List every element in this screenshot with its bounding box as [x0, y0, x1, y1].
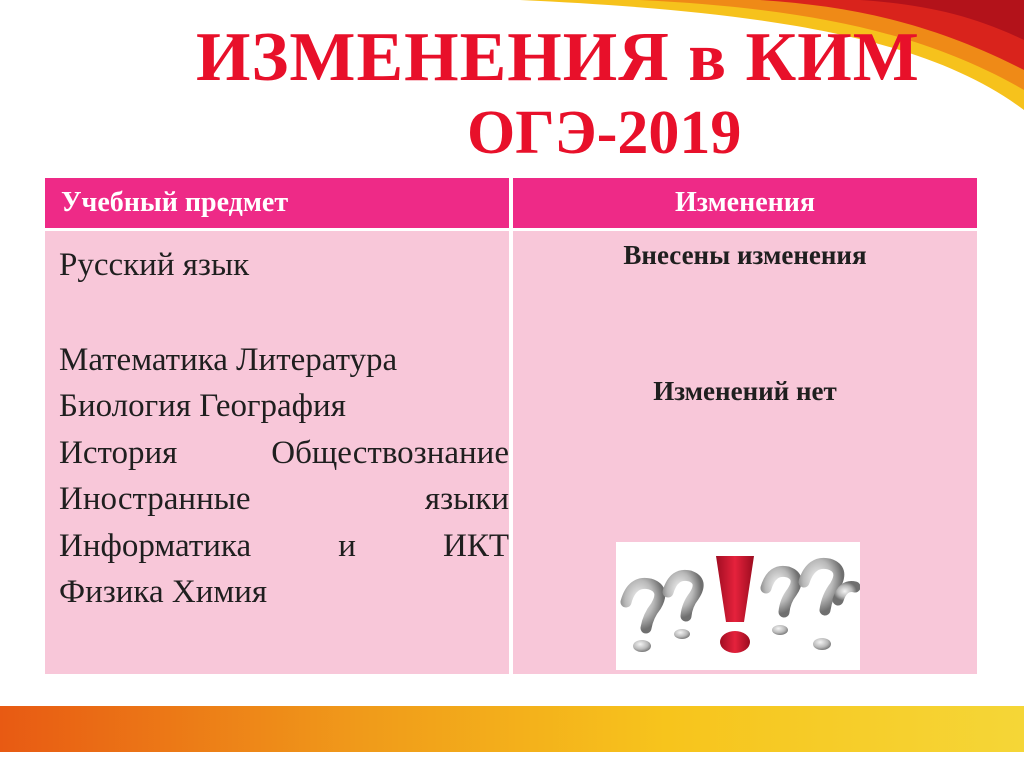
- subject-line-5: [59, 523, 509, 570]
- subject-informatics-word2: и: [338, 527, 356, 564]
- bottom-decorative-bar: [0, 706, 1024, 752]
- subject-history: История: [59, 434, 178, 471]
- subject-line-6: Физика Химия: [59, 574, 268, 610]
- header-changes: Изменения: [513, 178, 977, 228]
- subject-line-2: Биология География: [59, 388, 346, 424]
- header-subject: Учебный предмет: [45, 178, 509, 228]
- subject-line-1: Математика Литература: [59, 341, 398, 378]
- subject-informatics-word1: Информатика: [59, 527, 252, 564]
- subject-foreign-word2: языки: [424, 481, 509, 517]
- subject-foreign-word1: Иностранные: [59, 481, 251, 517]
- subject-informatics-word3: ИКТ: [442, 527, 509, 564]
- changes-table: [45, 178, 977, 674]
- subject-russian: Русский язык: [59, 247, 250, 283]
- exclamation-icon: [616, 542, 860, 670]
- subject-social-studies: Обществознание: [271, 434, 509, 471]
- subject-line-3: [59, 430, 509, 477]
- slide-title-line2: ОГЭ-2019: [467, 99, 742, 167]
- subject-line-4: [59, 476, 509, 523]
- status-changed: Внесены изменения: [623, 240, 867, 270]
- slide-title-line1: ИЗМЕНЕНИЯ в КИМ: [196, 19, 920, 96]
- subjects-cell: [59, 242, 509, 616]
- status-unchanged: Изменений нет: [653, 376, 837, 406]
